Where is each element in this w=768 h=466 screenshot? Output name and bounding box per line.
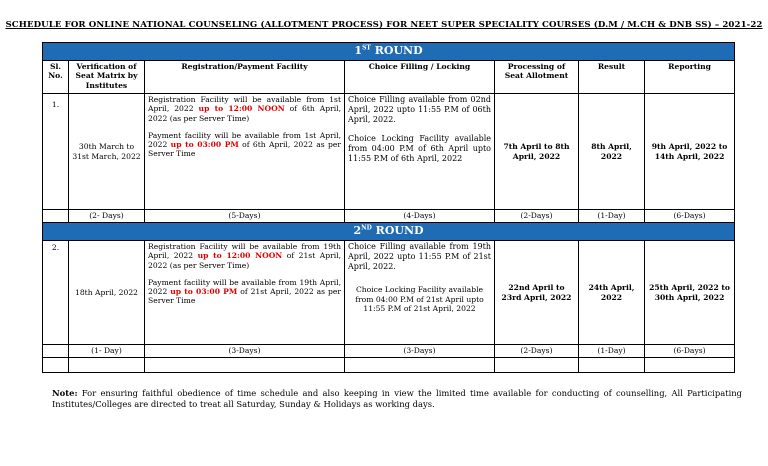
row-1-duration	[43, 210, 735, 223]
row-2-pay-text-end: of 21st April, 2022 as per Server Time	[148, 287, 341, 306]
header-processing: Processing of Seat Allotment	[495, 61, 579, 94]
schedule-table	[42, 42, 735, 373]
header-registration: Registration/Payment Facility	[145, 61, 345, 94]
document-title: SCHEDULE FOR ONLINE NATIONAL COUNSELING (ALLOTMENT PROCESS) FOR NEET SUPER SPECIALITY COURSES (D.M / M.CH & DNB SS) – 2021-22	[5, 20, 763, 30]
row-1-reg-text-end: of 6th April, 2022 (as per Server Time)	[148, 104, 341, 123]
duration-cell	[43, 210, 69, 223]
row-1-result: 8th April, 2022	[579, 94, 645, 210]
duration-cell: (3-Days)	[345, 345, 495, 358]
row-2-reg-text: Registration Facility will be available from 19th April, 2022	[148, 242, 341, 261]
duration-cell: (2-Days)	[495, 345, 579, 358]
empty-row	[43, 358, 735, 373]
round-2-suffix: ND	[361, 224, 372, 232]
row-1-reg-text: Registration Facility will be available from 1st April, 2022	[148, 95, 341, 114]
duration-cell: (3-Days)	[145, 345, 345, 358]
header-choice: Choice Filling / Locking	[345, 61, 495, 94]
row-2-pay-deadline: up to 03:00 PM	[170, 287, 238, 296]
row-2-verification: 18th April, 2022	[69, 241, 145, 345]
round-1-suffix: ST	[362, 44, 371, 52]
duration-cell: (6-Days)	[645, 345, 735, 358]
row-2-reg-text-end: of 21st April, 2022 (as per Server Time)	[148, 251, 342, 270]
duration-cell	[43, 345, 69, 358]
row-2-reg-deadline: up to 12:00 NOON	[197, 251, 283, 261]
row-1-verification: 30th March to 31st March, 2022	[69, 94, 145, 210]
round-2-word: ROUND	[375, 224, 424, 237]
header-verification: Verification of Seat Matrix by Institutes	[69, 61, 145, 94]
header-reporting: Reporting	[645, 61, 735, 94]
row-2-processing: 22nd April to 23rd April, 2022	[495, 241, 579, 345]
row-1-choice	[345, 94, 495, 210]
row-1-registration	[145, 94, 345, 210]
table-header-row	[43, 61, 735, 94]
row-2-pay-text: Payment facility will be available from 19th April, 2022	[148, 277, 341, 296]
table-row	[43, 241, 735, 345]
duration-cell: (2-Days)	[495, 210, 579, 223]
row-2-choice-locking: Choice Locking Facility available from 04:00 P.M of 21st April upto 11:55 P.M of 21st April, 2022	[355, 285, 484, 313]
row-2-choice	[345, 241, 495, 345]
header-result: Result	[579, 61, 645, 94]
row-2-reporting: 25th April, 2022 to 30th April, 2022	[645, 241, 735, 345]
row-2-sl: 2.	[43, 241, 69, 345]
row-1-choice-locking: Choice Locking Facility available from 04:00 P.M of 6th April upto 11:55 P.M of 6th April, 2022	[348, 134, 491, 163]
duration-cell: (1- Day)	[69, 345, 145, 358]
round-1-banner	[43, 43, 735, 61]
round-2-number: 2	[353, 224, 362, 237]
row-1-pay-text-end: of 6th April, 2022 as per Server Time	[148, 140, 342, 159]
row-2-choice-filling: Choice Filling available from 19th April, 2022 upto 11:55 P.M of 21st April, 2022.	[348, 242, 491, 271]
row-1-reporting: 9th April, 2022 to 14th April, 2022	[645, 94, 735, 210]
round-1-word: ROUND	[374, 44, 423, 57]
duration-cell: (1-Day)	[579, 210, 645, 223]
row-1-pay-deadline: up to 03:00 PM	[170, 140, 239, 149]
row-1-reg-deadline: up to 12:00 NOON	[198, 104, 285, 114]
row-1-choice-filling: Choice Filling available from 02nd April, 2022 upto 11:55 P.M of 06th April, 2022.	[348, 95, 491, 124]
duration-cell: (4-Days)	[345, 210, 495, 223]
round-1-number: 1	[354, 44, 363, 57]
round-2-banner	[43, 223, 735, 241]
table-row	[43, 94, 735, 210]
row-2-registration	[145, 241, 345, 345]
duration-cell: (6-Days)	[645, 210, 735, 223]
header-sl: Sl. No.	[43, 61, 69, 94]
row-2-duration	[43, 345, 735, 358]
duration-cell: (1-Day)	[579, 345, 645, 358]
row-1-processing: 7th April to 8th April, 2022	[495, 94, 579, 210]
duration-cell: (5-Days)	[145, 210, 345, 223]
footnote	[52, 388, 742, 410]
row-1-pay-text: Payment facility will be available from 1st April, 2022	[148, 130, 341, 149]
row-1-sl: 1.	[43, 94, 69, 210]
row-2-result: 24th April, 2022	[579, 241, 645, 345]
note-label: Note:	[52, 388, 78, 398]
duration-cell: (2- Days)	[69, 210, 145, 223]
note-text: For ensuring faithful obedience of time schedule and also keeping in view the limited time available for conducting of counselling, All Participating Institutes/Colleges are directed to treat all Saturday, Sunday & Holidays as working days.	[52, 388, 742, 409]
